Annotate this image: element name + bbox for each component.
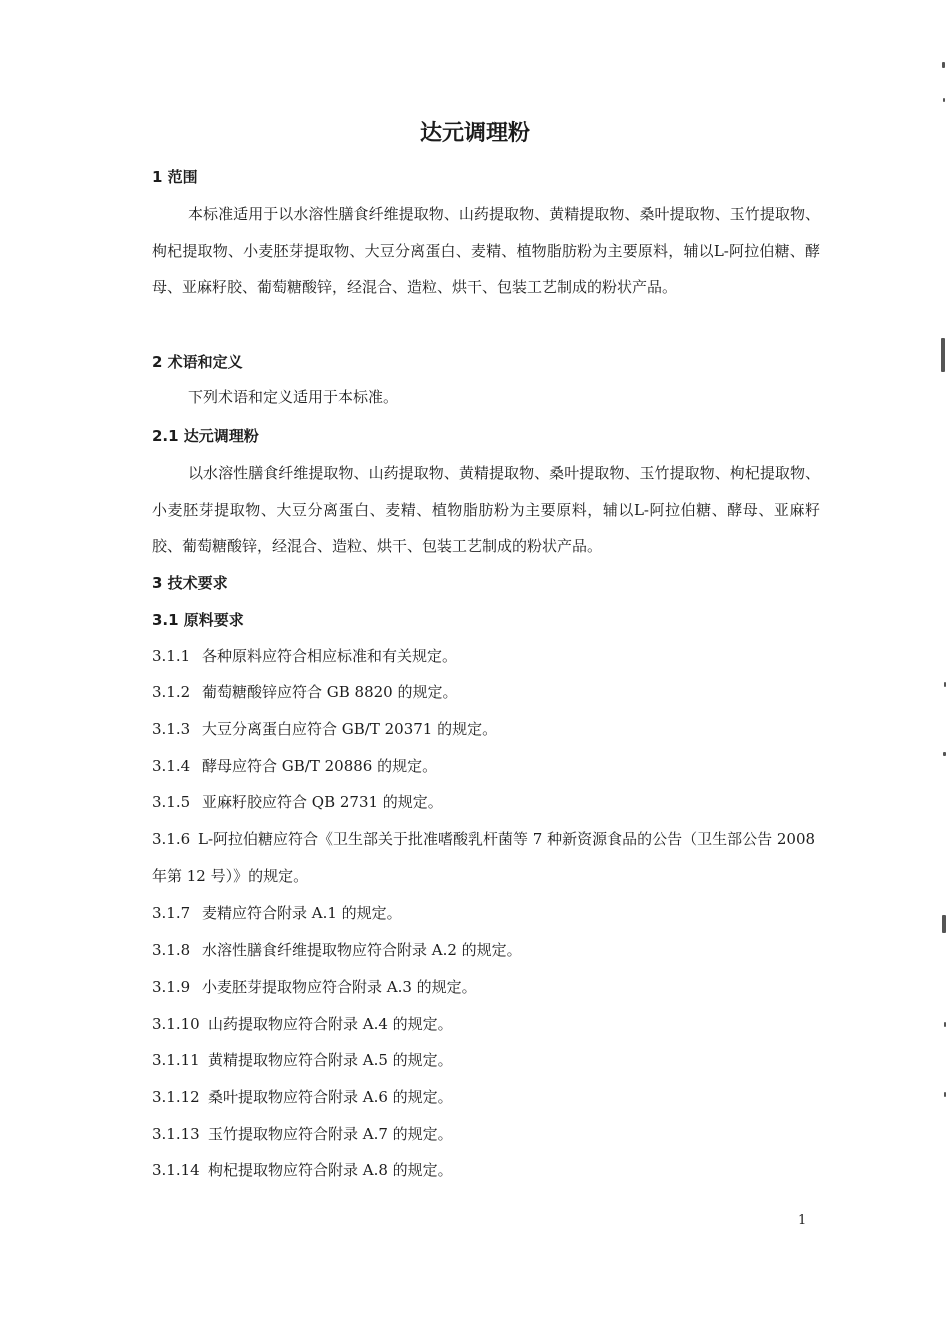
item-number: 3.1.5 (152, 793, 191, 811)
item-text: L-阿拉伯糖应符合《卫生部关于批准嗜酸乳杆菌等 7 种新资源食品的公告（卫生部公告 2008 年第 12 号）》的规定。 (152, 830, 816, 885)
list-item (152, 748, 820, 785)
scan-speck (944, 1092, 946, 1097)
scan-speck (943, 98, 945, 102)
item-number: 3.1.7 (152, 904, 191, 922)
list-item (152, 674, 820, 711)
item-number: 3.1.4 (152, 757, 191, 775)
item-text: 山药提取物应符合附录 A.4 的规定。 (208, 1015, 453, 1033)
item-number: 3.1.14 (152, 1161, 200, 1179)
list-item (152, 969, 820, 1006)
item-text: 葡萄糖酸锌应符合 GB 8820 的规定。 (202, 683, 458, 701)
list-item (152, 1042, 820, 1079)
page-number: 1 (798, 1213, 807, 1228)
list-item (152, 1152, 820, 1189)
list-item (152, 932, 820, 969)
item-number: 3.1.2 (152, 683, 191, 701)
section-2-heading: 2 术语和定义 (152, 353, 243, 371)
item-text: 麦精应符合附录 A.1 的规定。 (202, 904, 402, 922)
scan-speck (943, 752, 946, 756)
item-text: 亚麻籽胶应符合 QB 2731 的规定。 (202, 793, 443, 811)
section-2-body: 下列术语和定义适用于本标准。 (188, 388, 399, 406)
scan-speck (944, 1022, 946, 1027)
list-item (152, 711, 820, 748)
item-number: 3.1.1 (152, 647, 191, 665)
item-number: 3.1.12 (152, 1088, 200, 1106)
section-3-1-heading: 3.1 原料要求 (152, 611, 244, 629)
item-text: 黄精提取物应符合附录 A.5 的规定。 (208, 1051, 453, 1069)
item-text: 大豆分离蛋白应符合 GB/T 20371 的规定。 (202, 720, 498, 738)
scan-speck (944, 682, 946, 687)
section-1-body: 本标准适用于以水溶性膳食纤维提取物、山药提取物、黄精提取物、桑叶提取物、玉竹提取物、枸杞提取物、小麦胚芽提取物、大豆分离蛋白、麦精、植物脂肪粉为主要原料，辅以L-阿拉伯糖、酵母、亚麻籽胶、葡萄糖酸锌，经混合、造粒、烘干、包装工艺制成的粉状产品。 (152, 205, 820, 296)
item-text: 水溶性膳食纤维提取物应符合附录 A.2 的规定。 (202, 941, 522, 959)
item-text: 桑叶提取物应符合附录 A.6 的规定。 (208, 1088, 453, 1106)
item-number: 3.1.3 (152, 720, 191, 738)
document-title: 达元调理粉 (419, 121, 530, 146)
section-1-heading: 1 范围 (152, 168, 198, 186)
item-number: 3.1.11 (152, 1051, 200, 1069)
section-3-heading: 3 技术要求 (152, 574, 228, 592)
section-2-1-body: 以水溶性膳食纤维提取物、山药提取物、黄精提取物、桑叶提取物、玉竹提取物、枸杞提取物、小麦胚芽提取物、大豆分离蛋白、麦精、植物脂肪粉为主要原料，辅以L-阿拉伯糖、酵母、亚麻籽胶、葡萄糖酸锌，经混合、造粒、烘干、包装工艺制成的粉状产品。 (152, 464, 820, 555)
item-text: 小麦胚芽提取物应符合附录 A.3 的规定。 (202, 978, 477, 996)
item-number: 3.1.6 (152, 830, 191, 848)
list-item (152, 638, 820, 675)
item-number: 3.1.13 (152, 1125, 200, 1143)
item-text: 酵母应符合 GB/T 20886 的规定。 (202, 757, 438, 775)
item-number: 3.1.9 (152, 978, 191, 996)
list-item (152, 821, 820, 894)
section-2-1-heading: 2.1 达元调理粉 (152, 427, 259, 445)
item-text: 玉竹提取物应符合附录 A.7 的规定。 (208, 1125, 453, 1143)
scan-speck (942, 62, 945, 68)
scan-speck (941, 338, 945, 372)
item-number: 3.1.10 (152, 1015, 200, 1033)
scan-speck (942, 915, 946, 933)
list-item (152, 1079, 820, 1116)
list-item (152, 1006, 820, 1043)
item-number: 3.1.8 (152, 941, 191, 959)
list-item (152, 784, 820, 821)
list-item (152, 1116, 820, 1153)
item-text: 各种原料应符合相应标准和有关规定。 (202, 647, 458, 665)
item-text: 枸杞提取物应符合附录 A.8 的规定。 (208, 1161, 453, 1179)
list-item (152, 895, 820, 932)
